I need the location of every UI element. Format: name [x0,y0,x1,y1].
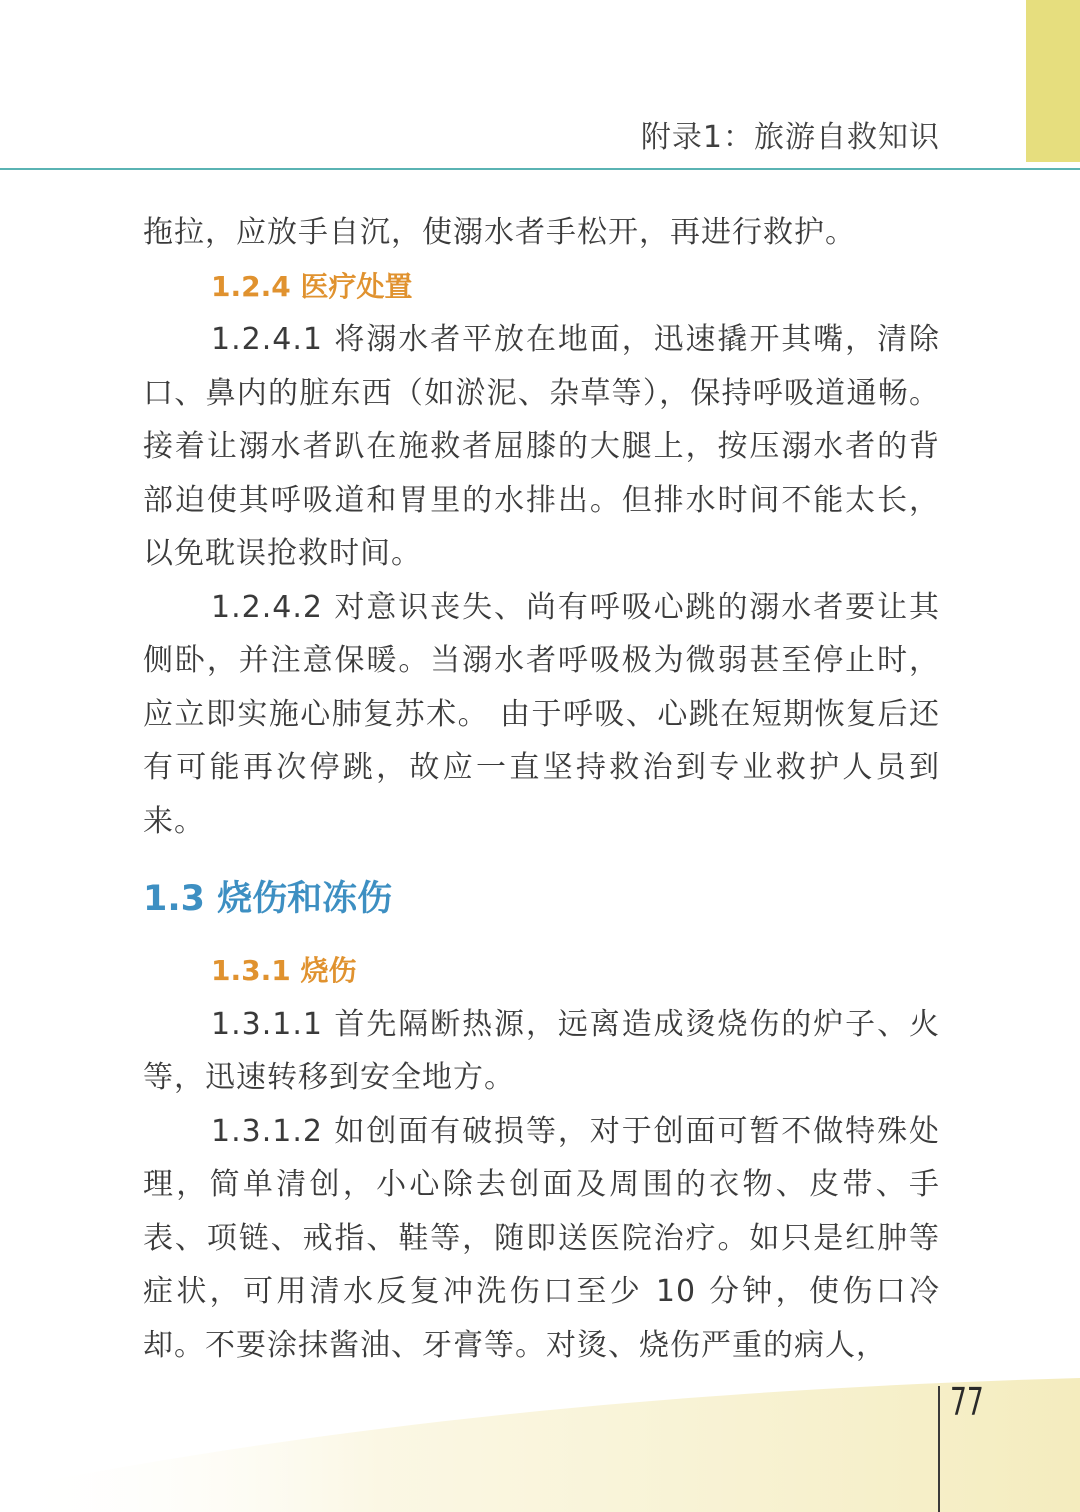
page-number: 77 [950,1380,984,1424]
page-body [143,206,940,1372]
section-heading-1-3: 1.3 烧伤和冻伤 [143,879,393,919]
running-header: 附录1：旅游自救知识 [640,120,940,155]
paragraph-1-3-1-2: 1.3.1.2 如创面有破损等，对于创面可暂不做特殊处理，简单清创，小心除去创面及周围的衣物、皮带、手表、项链、戒指、鞋等，随即送医院治疗。如只是红肿等症状，可用清水反复冲洗伤口至少 10 分钟，使伤口冷却。不要涂抹酱油、牙膏等。对烫、烧伤严重的病人， [143,1113,940,1363]
footer-decorative-band [0,1370,1080,1512]
paragraph-1-2-4-1: 1.2.4.1 将溺水者平放在地面，迅速撬开其嘴，清除口、鼻内的脏东西（如淤泥、杂草等），保持呼吸道通畅。 接着让溺水者趴在施救者屈膝的大腿上，按压溺水者的背部迫使其呼吸道和胃里的水排出。但排水时间不能太长，以免耽误抢救时间。 [143,322,940,571]
paragraph-continued: 拖拉，应放手自沉，使溺水者手松开，再进行救护。 [143,215,856,250]
subsection-heading-1-3-1: 1.3.1 烧伤 [211,954,357,987]
paragraph-1-2-4-2: 1.2.4.2 对意识丧失、尚有呼吸心跳的溺水者要让其侧卧，并注意保暖。当溺水者呼吸极为微弱甚至停止时，应立即实施心肺复苏术。 由于呼吸、心跳在短期恢复后还有可能再次停跳，故应一直坚持救治到专业救护人员到来。 [143,589,940,839]
page-number-divider [938,1386,940,1512]
header-rule [0,168,1080,170]
chapter-tab-strip [1026,0,1080,162]
subsection-heading-1-2-4: 1.2.4 医疗处置 [211,269,413,303]
paragraph-1-3-1-1: 1.3.1.1 首先隔断热源，远离造成烫烧伤的炉子、火等，迅速转移到安全地方。 [143,1006,940,1095]
